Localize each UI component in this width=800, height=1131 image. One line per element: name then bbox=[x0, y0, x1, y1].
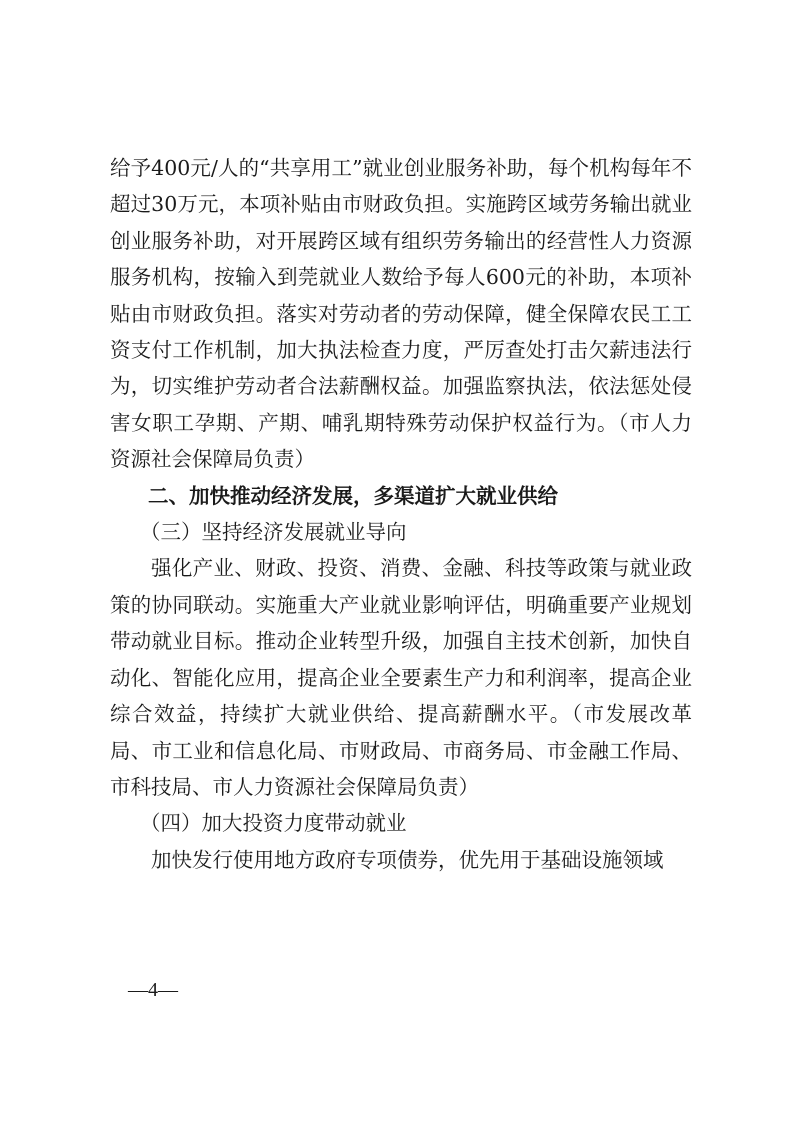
subsection-heading-4: （四）加大投资力度带动就业 bbox=[140, 811, 407, 836]
body-paragraph-3: 强化产业、财政、投资、消费、金融、科技等政策与就业政策的协同联动。实施重大产业就业影响评估，明确重要产业规划带动就业目标。推动企业转型升级，加强自主技术创新，加快自动化、智能化应用，提高企业全要素生产力和利润率，提高企业综合效益，持续扩大就业供给、提高薪酬水平。（市发展改革局、市工业和信息化局、市财政局、市商务局、市金融工作局、市科技局、市人力资源社会保障局负责） bbox=[110, 556, 692, 799]
body-paragraph-continuation: 给予400元/人的“共享用工”就业创业服务补助，每个机构每年不超过30万元，本项补贴由市财政负担。实施跨区域劳务输出就业创业服务补助，对开展跨区域有组织劳务输出的经营性人力资源服务机构，按输入到莞就业人数给予每人600元的补助，本项补贴由市财政负担。落实对劳动者的劳动保障，健全保障农民工工资支付工作机制，加大执法检查力度，严厉查处打击欠薪违法行为，切实维护劳动者合法薪酬权益。加强监察执法，依法惩处侵害女职工孕期、产期、哺乳期特殊劳动保护权益行为。（市人力资源社会保障局负责） bbox=[110, 156, 692, 472]
document-page bbox=[110, 150, 692, 878]
page-number: —4— bbox=[128, 979, 178, 1001]
section-heading-2: 二、加快推动经济发展，多渠道扩大就业供给 bbox=[148, 483, 558, 508]
body-paragraph-4: 加快发行使用地方政府专项债券，优先用于基础设施领域 bbox=[151, 847, 664, 872]
subsection-heading-3: （三）坚持经济发展就业导向 bbox=[140, 520, 407, 545]
